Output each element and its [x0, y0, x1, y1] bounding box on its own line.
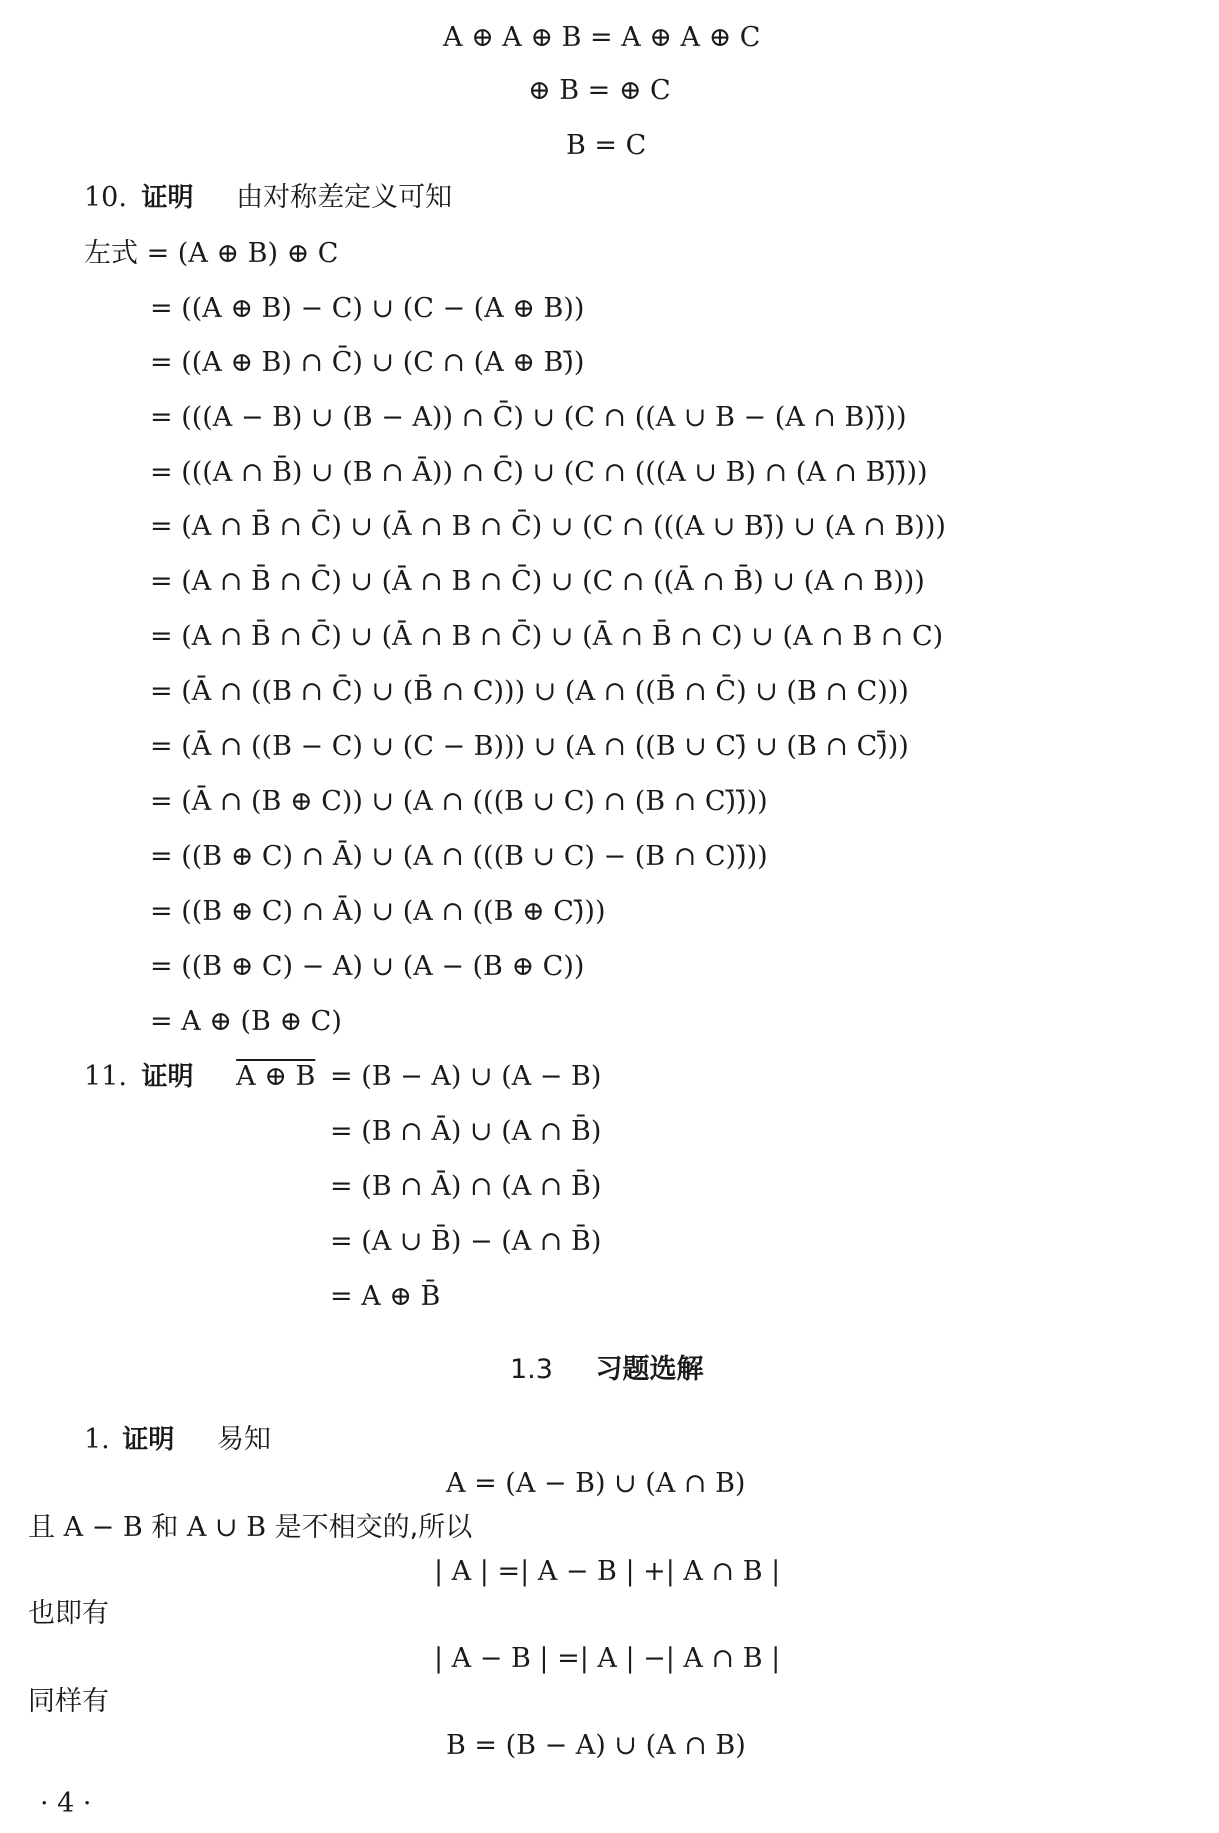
proof10-step: = (((A − B) ∪ (B − A)) ∩ C̄) ∪ (C ∩ ((A ∪ B − (A ∩ B))̄)) [150, 402, 907, 433]
proof10-step: = ((B ⊕ C) − A) ∪ (A − (B ⊕ C)) [150, 951, 585, 982]
proof10-number: 10. [84, 182, 127, 213]
proof10-heading-line [84, 184, 452, 211]
proof10-step: = (A ∩ B̄ ∩ C̄) ∪ (Ā ∩ B ∩ C̄) ∪ (C ∩ (((A ∪ B)̄) ∪ (A ∩ B))) [150, 511, 946, 542]
exercise1-eq3: | A − B | =| A | −| A ∩ B | [434, 1643, 781, 1674]
proof10-step: = ((B ⊕ C) ∩ Ā) ∪ (A ∩ (((B ∪ C) − (B ∩ C))̄)) [150, 841, 768, 872]
exercise1-text2: 也即有 [28, 1598, 109, 1629]
proof11-step: = (A ∪ B̄) − (A ∩ B̄) [330, 1226, 602, 1257]
exercise1-intro: 易知 [216, 1424, 271, 1455]
exercise1-eq2: | A | =| A − B | +| A ∩ B | [434, 1556, 781, 1587]
prev-line-3: B = C [566, 130, 647, 161]
proof11-heading: 证明 [141, 1062, 194, 1092]
exercise1-text3: 同样有 [28, 1686, 109, 1717]
proof11-step: = A ⊕ B̄ [330, 1281, 441, 1312]
exercise1-text1: 且 A − B 和 A ∪ B 是不相交的,所以 [28, 1512, 473, 1543]
proof10-step: = (A ∩ B̄ ∩ C̄) ∪ (Ā ∩ B ∩ C̄) ∪ (Ā ∩ B̄ ∩ C) ∪ (A ∩ B ∩ C) [150, 621, 944, 652]
proof11-step: = (B ∩ Ā) ∪ (A ∩ B̄) [330, 1116, 602, 1147]
section-number: 1.3 [510, 1354, 553, 1385]
proof10-heading: 证明 [141, 183, 194, 213]
exercise1-eq4: B = (B − A) ∪ (A ∩ B) [446, 1730, 746, 1761]
proof10-step: = ((B ⊕ C) ∩ Ā) ∪ (A ∩ ((B ⊕ C)̄)) [150, 896, 606, 927]
proof10-step: = (Ā ∩ (B ⊕ C)) ∪ (A ∩ (((B ∪ C) ∩ (B ∩ C)̄)̄)) [150, 786, 768, 817]
exercise1-heading: 证明 [122, 1425, 175, 1455]
proof10-step: = ((A ⊕ B) ∩ C̄) ∪ (C ∩ (A ⊕ B)̄) [150, 347, 585, 378]
proof10-first-line: 左式 = (A ⊕ B) ⊕ C [84, 238, 339, 269]
exercise1-heading-line [84, 1426, 271, 1453]
page-number: · 4 · [40, 1788, 92, 1819]
proof10-step: = ((A ⊕ B) − C) ∪ (C − (A ⊕ B)) [150, 293, 585, 324]
proof11-step: = (B − A) ∪ (A − B) [330, 1061, 602, 1092]
prev-line-2: ⊕ B = ⊕ C [528, 75, 671, 106]
section-title: 习题选解 [595, 1354, 704, 1385]
proof11-lhs: A ⊕ B [236, 1061, 316, 1092]
exercise1-number: 1. [84, 1424, 110, 1455]
proof10-step: = (Ā ∩ ((B − C) ∪ (C − B))) ∪ (A ∩ ((B ∪ C)̄ ∪ (B ∩ C)̄̄)) [150, 731, 909, 762]
proof10-step: = (A ∩ B̄ ∩ C̄) ∪ (Ā ∩ B ∩ C̄) ∪ (C ∩ ((Ā ∩ B̄) ∪ (A ∩ B))) [150, 566, 925, 597]
proof11-number: 11. [84, 1061, 127, 1092]
proof10-step: = A ⊕ (B ⊕ C) [150, 1006, 342, 1037]
proof11-step: = (B ∩ Ā) ∩ (A ∩ B̄) [330, 1171, 602, 1202]
exercise1-eq1: A = (A − B) ∪ (A ∩ B) [446, 1468, 746, 1499]
section-header [510, 1356, 704, 1383]
proof10-intro: 由对称差定义可知 [236, 182, 453, 213]
proof11-heading-line [84, 1063, 315, 1090]
proof10-step: = (((A ∩ B̄) ∪ (B ∩ Ā)) ∩ C̄) ∪ (C ∩ (((A ∪ B) ∩ (A ∩ B)̄)̄)) [150, 457, 928, 488]
prev-line-1: A ⊕ A ⊕ B = A ⊕ A ⊕ C [443, 22, 761, 53]
proof10-step: = (Ā ∩ ((B ∩ C̄) ∪ (B̄ ∩ C))) ∪ (A ∩ ((B̄ ∩ C̄) ∪ (B ∩ C))) [150, 676, 909, 707]
